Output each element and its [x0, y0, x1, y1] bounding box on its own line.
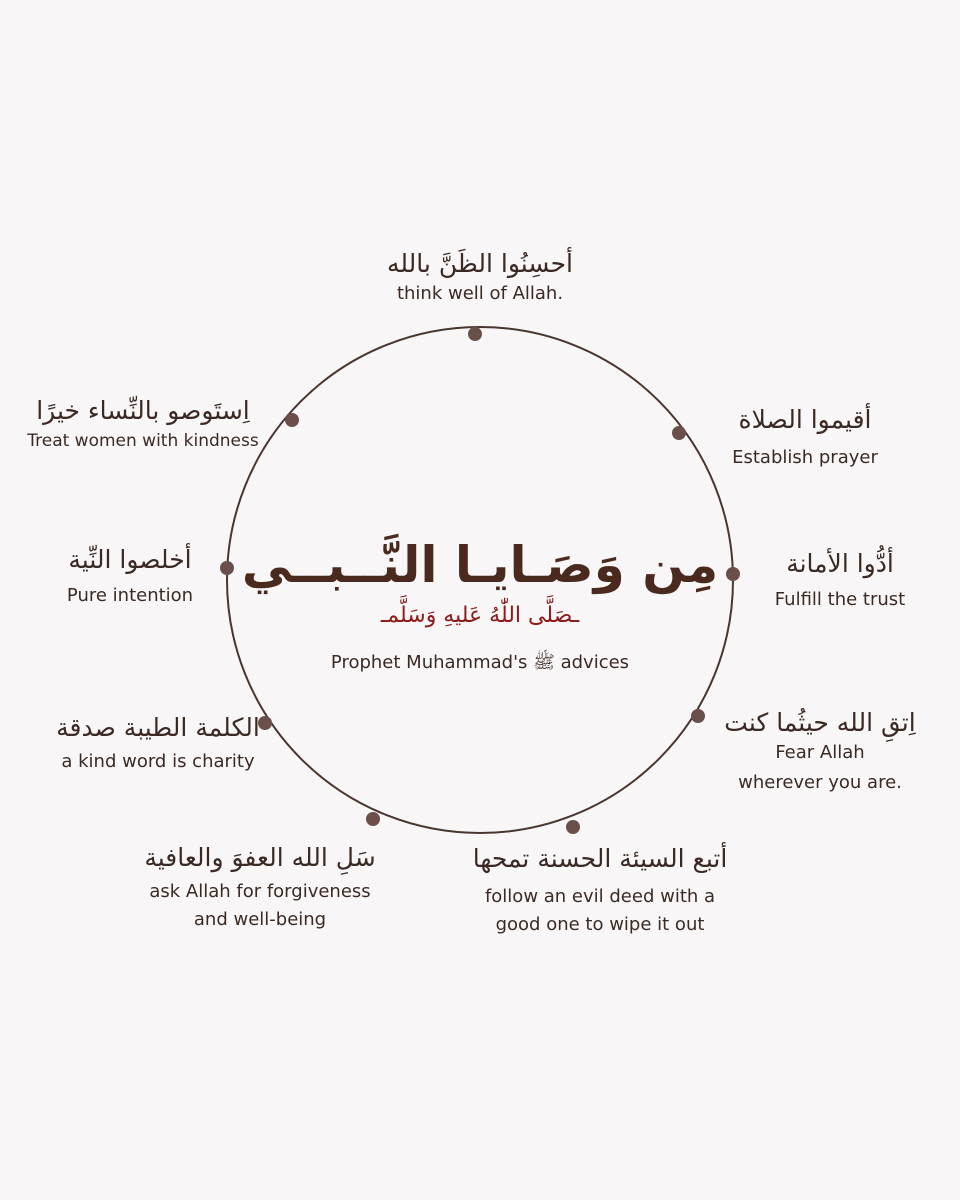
advice-english: good one to wipe it out: [495, 914, 705, 935]
advice-english: ask Allah for forgiveness: [149, 881, 371, 902]
advice-item-good-deed: [450, 843, 750, 939]
advice-item-fear-allah: [700, 707, 940, 797]
advice-english: Pure intention: [66, 585, 194, 606]
advice-arabic: أخلصوا النِّية: [68, 545, 192, 574]
advice-english: wherever you are.: [738, 772, 902, 793]
advice-arabic: اِستَوصو بالنِّساء خيرًا: [36, 396, 250, 425]
advice-item-prayer: [700, 404, 910, 472]
advice-arabic: سَلِ الله العفوَ والعافية: [144, 843, 376, 872]
advice-english: follow an evil deed with a: [484, 886, 716, 907]
advice-item-intention: [40, 544, 220, 610]
advice-english: a kind word is charity: [61, 751, 255, 772]
page-title: مِن وَصَـايـا النَّــبــي: [241, 536, 719, 594]
advice-english: Fear Allah: [775, 742, 865, 763]
advice-dot: [566, 820, 580, 834]
advice-dot: [468, 327, 482, 341]
advice-item-forgiveness: [120, 842, 400, 934]
advice-item-trust: [740, 548, 940, 614]
advice-arabic: أقيموا الصلاة: [738, 405, 872, 434]
advice-english: Establish prayer: [732, 447, 878, 468]
advice-dot: [285, 413, 299, 427]
advice-arabic: أتبع السيئة الحسنة تمحها: [472, 844, 728, 873]
center-title-block: [230, 530, 730, 676]
advice-english: and well-being: [193, 909, 327, 930]
advice-english: Treat women with kindness: [27, 431, 259, 451]
page-subtitle-arabic: ـصَلَّى اللّٰهُ عَليهِ وَسَلَّمـ: [380, 603, 580, 628]
advice-dot: [366, 812, 380, 826]
advice-english: Fulfill the trust: [774, 589, 906, 610]
advice-arabic: أدُّوا الأمانة: [786, 549, 894, 578]
advice-arabic: أحسِنُوا الظَنَّ بالله: [387, 249, 573, 278]
advice-dot: [672, 426, 686, 440]
advice-english: think well of Allah.: [396, 283, 564, 304]
advice-arabic: اِتقِ الله حيثُما كنت: [724, 708, 916, 737]
advice-item-kind-word: [28, 712, 288, 776]
advice-item-women: [8, 395, 278, 455]
advice-item-think-well: [330, 248, 630, 308]
page-subtitle-english: Prophet Muhammad's ﷺ advices: [330, 652, 630, 673]
advice-arabic: الكلمة الطيبة صدقة: [56, 713, 260, 742]
